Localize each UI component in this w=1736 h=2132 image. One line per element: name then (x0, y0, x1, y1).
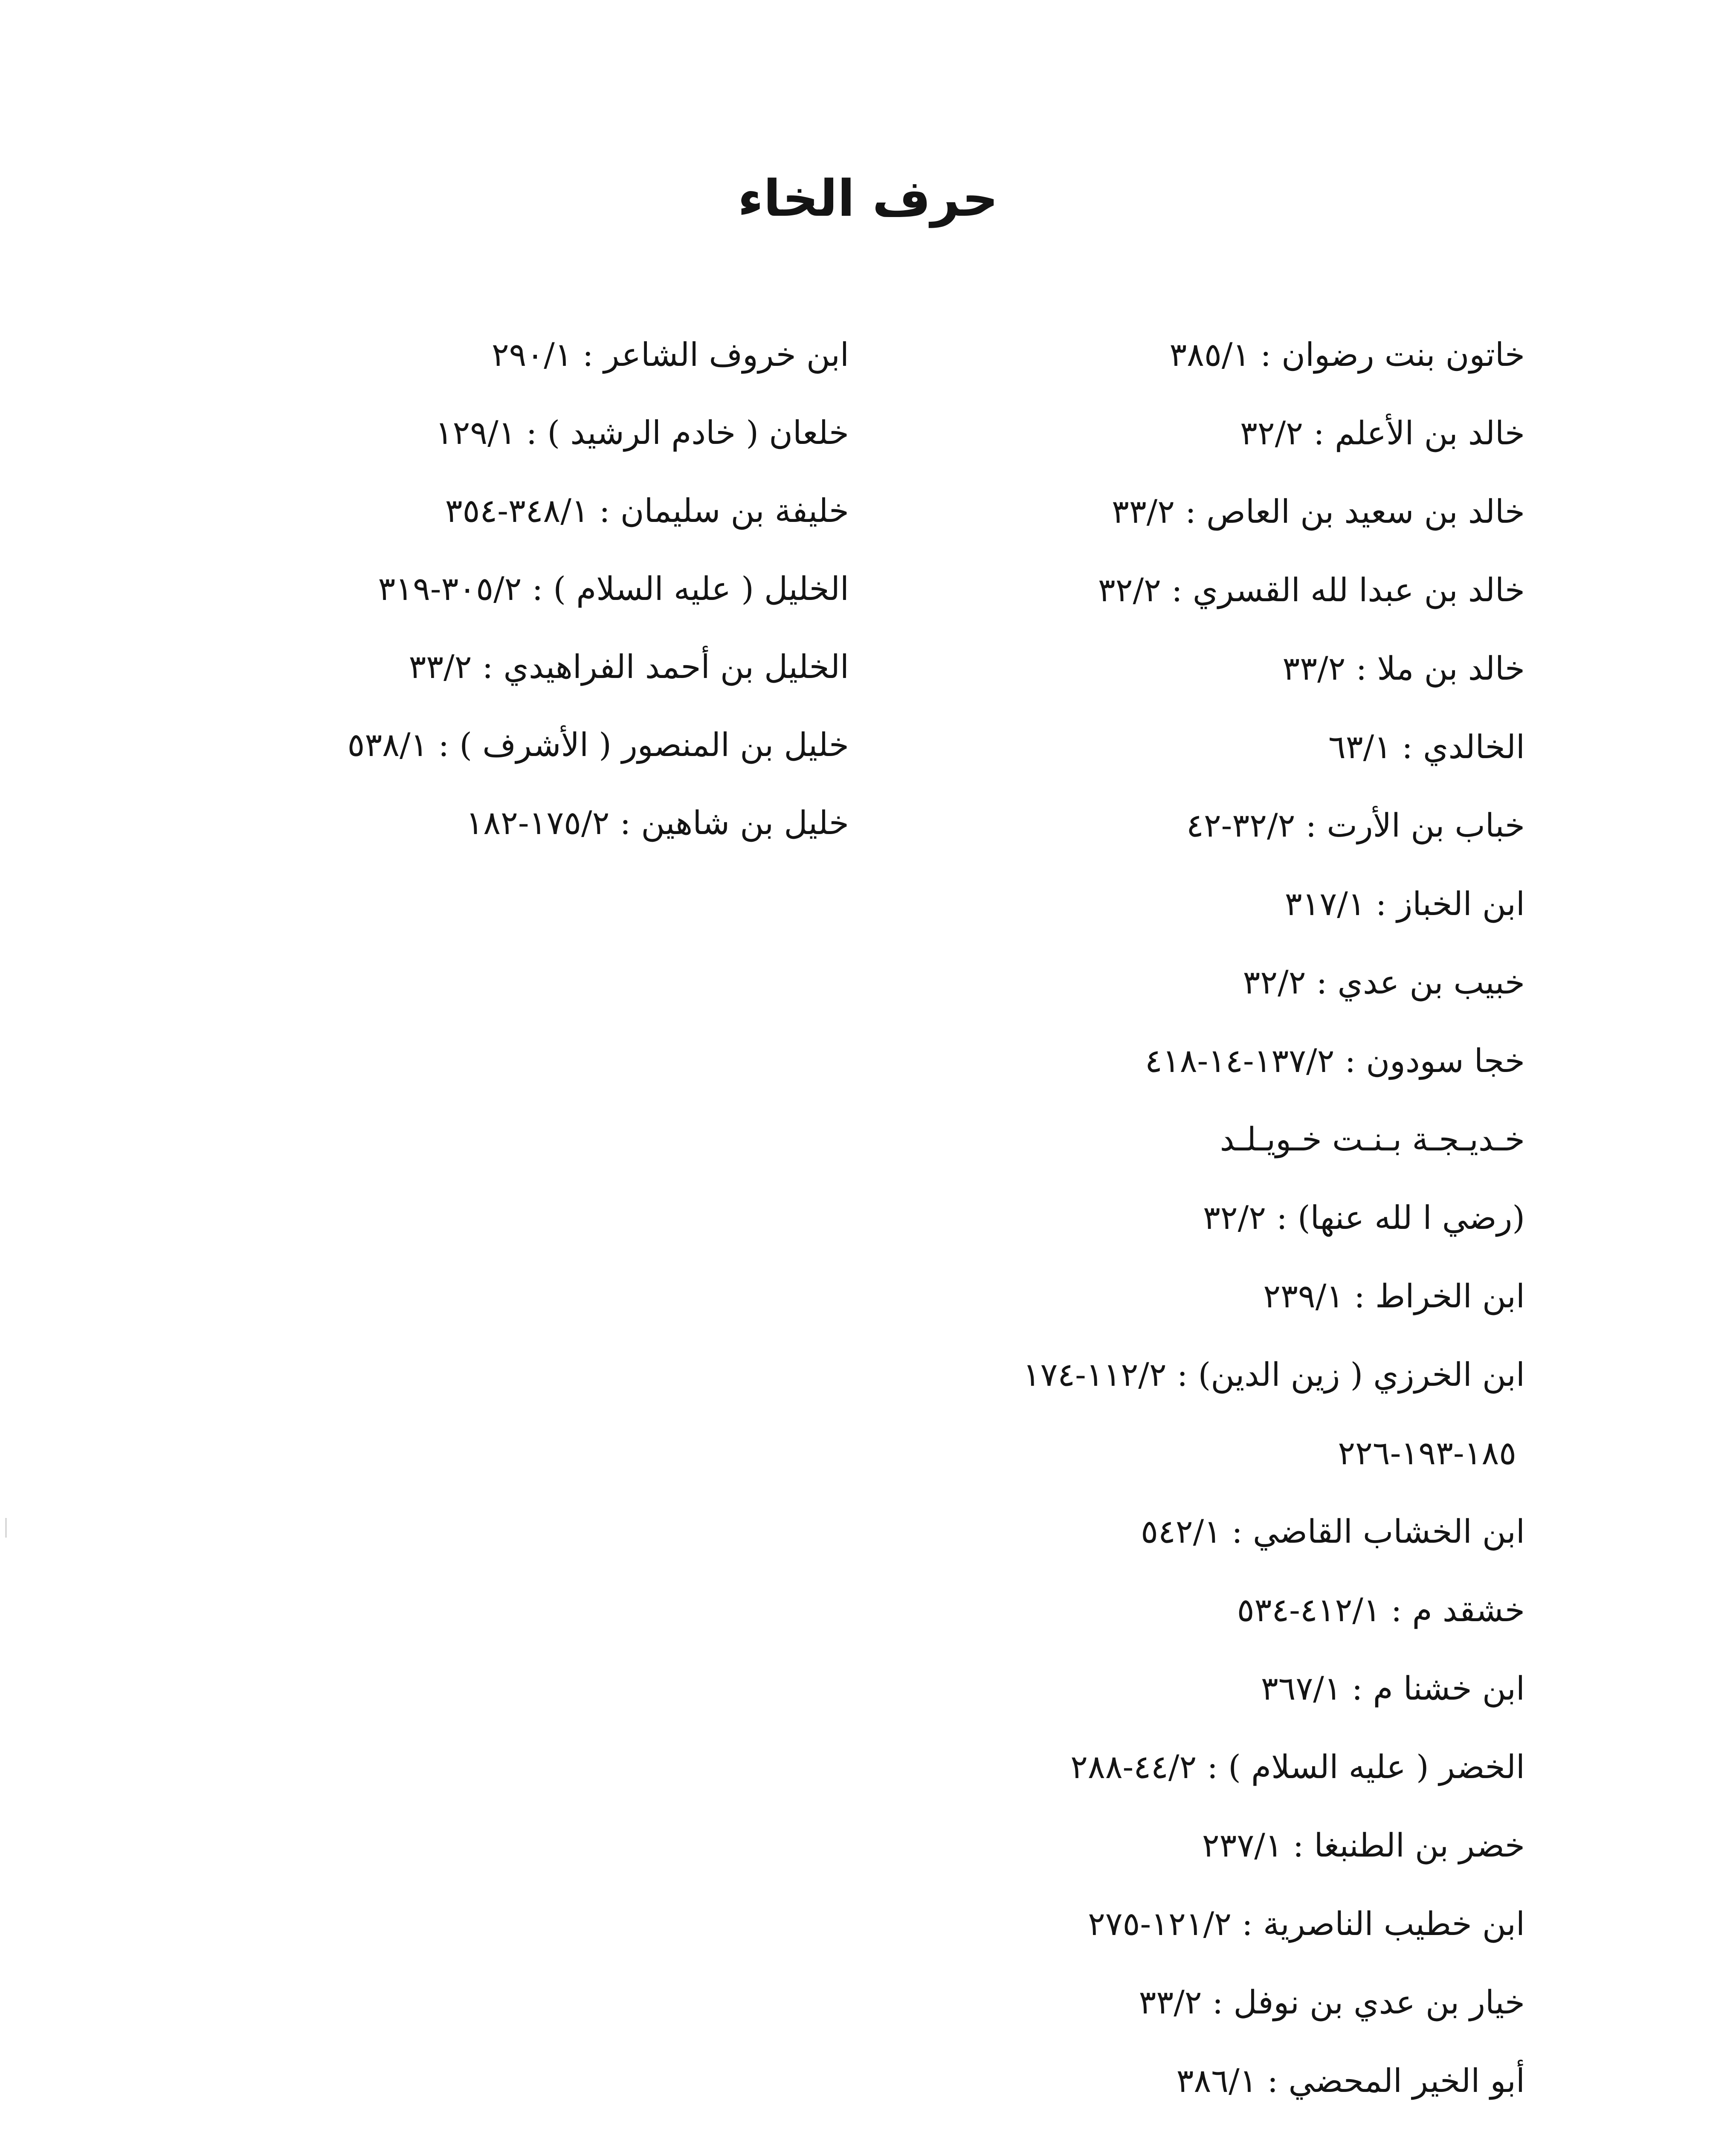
index-entry-continuation: ١٨٥-١٩٣-٢٢٦ (1338, 1434, 1516, 1472)
index-entry-wrapped-line2: (رضي ا لله عنها) : ٣٢/٢ (1203, 1199, 1525, 1237)
index-entry: خبيب بن عدي : ٣٢/٢ (1243, 963, 1525, 1001)
index-entry: ابن الخباز : ٣١٧/١ (1284, 885, 1525, 923)
index-entry: خاتون بنت رضوان : ٣٨٥/١ (1169, 336, 1525, 374)
index-entry: الخالدي : ٦٣/١ (1328, 728, 1525, 766)
index-entry: خلعان ( خادم الرشيد ) : ١٢٩/١ (435, 414, 849, 452)
index-column-right (800, 316, 1525, 2120)
index-entry: أبو الخير المحضي : ٣٨٦/١ (1176, 2062, 1525, 2100)
index-entry: خليل بن شاهين : ١٧٥/٢-١٨٢ (466, 804, 849, 842)
index-entry: الخضر ( عليه السلام ) : ٤٤/٢-٢٨٨ (1070, 1748, 1525, 1786)
index-entry: خالد بن الأعلم : ٣٢/٢ (1240, 414, 1525, 452)
index-entry: ابن خشنا م : ٣٦٧/١ (1261, 1669, 1525, 1707)
index-entry: خضر بن الطنبغا : ٢٣٧/١ (1202, 1826, 1525, 1864)
index-entry: ابن خطيب الناصرية : ١٢١/٢-٢٧٥ (1087, 1905, 1525, 1943)
index-entry: خالد بن عبدا لله القسري : ٣٢/٢ (1098, 571, 1525, 609)
page-title: حرف الخاء (737, 169, 999, 228)
index-entry: خجا سودون : ١٣٧/٢-١٤-٤١٨ (1145, 1042, 1525, 1080)
index-entry: ابن الخراط : ٢٣٩/١ (1263, 1277, 1525, 1315)
index-entry: الخليل ( عليه السلام ) : ٣٠٥/٢-٣١٩ (378, 570, 849, 608)
scan-artifact (5, 1518, 7, 1538)
index-entry: خليفة بن سليمان : ٣٤٨/١-٣٥٤ (445, 492, 849, 530)
index-entry: خليل بن المنصور ( الأشرف ) : ٥٣٨/١ (347, 726, 849, 764)
index-entry: خباب بن الأرت : ٣٢/٢-٤٢ (1186, 806, 1525, 844)
index-entry: خشقد م : ٤١٢/١-٥٣٤ (1237, 1591, 1525, 1629)
index-entry-wrapped-line1: خـديـجـة بـنـت خـويـلـد (1220, 1120, 1525, 1158)
index-entry: ابن خروف الشاعر : ٢٩٠/١ (491, 336, 849, 374)
index-entry: خالد بن سعيد بن العاص : ٣٣/٢ (1112, 492, 1525, 530)
index-column-left (209, 316, 849, 862)
index-entry: خالد بن ملا : ٣٣/٢ (1282, 649, 1525, 687)
index-entry: ابن الخشاب القاضي : ٥٤٢/١ (1141, 1512, 1525, 1550)
index-entry-wrapped-line1: ابن الخرزي ( زين الدين) : ١١٢/٢-١٧٤ (1023, 1356, 1525, 1393)
index-entry: خيار بن عدي بن نوفل : ٣٣/٢ (1139, 1983, 1525, 2021)
index-entry: الخليل بن أحمد الفراهيدي : ٣٣/٢ (409, 648, 849, 686)
